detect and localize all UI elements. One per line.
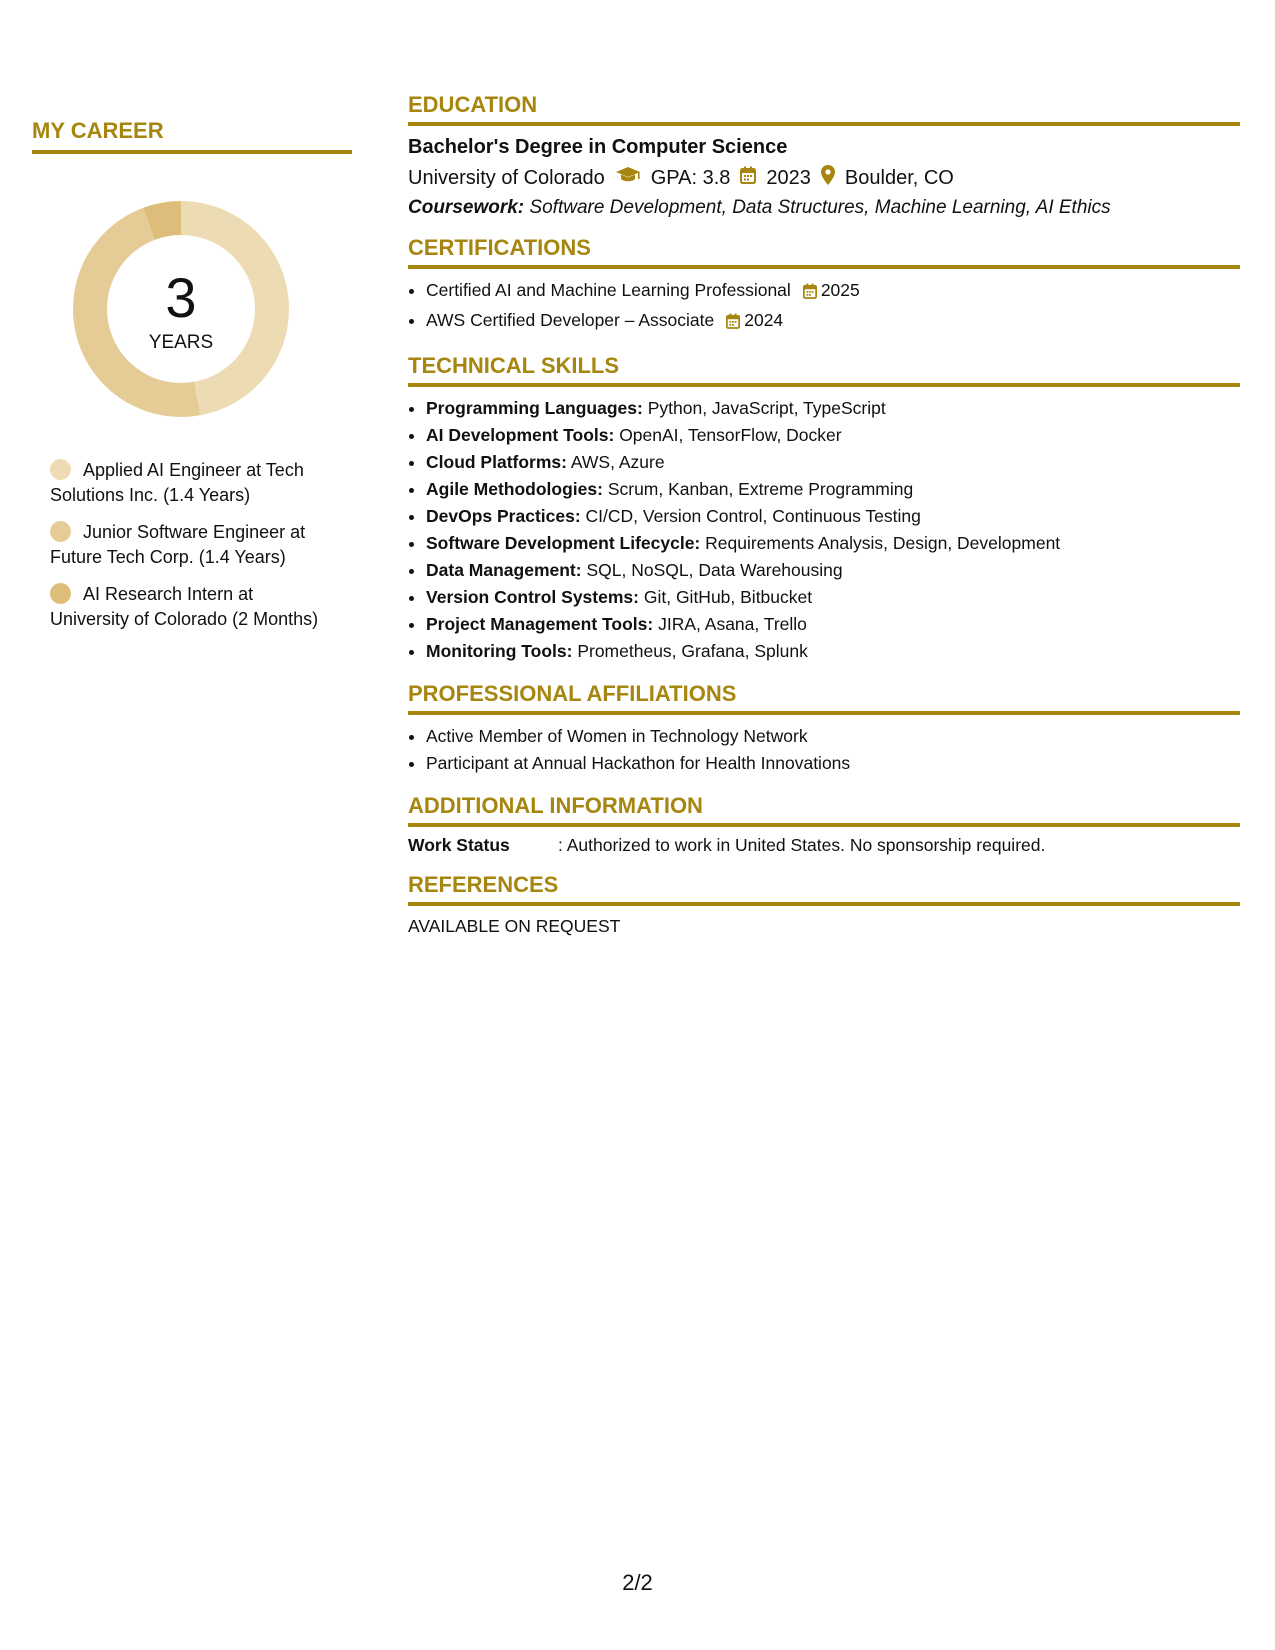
affiliation-item: • Active Member of Women in Technology Network: [426, 723, 1240, 750]
skill-value: Scrum, Kanban, Extreme Programming: [607, 479, 914, 499]
career-sidebar: [32, 118, 352, 644]
legend-item: [50, 520, 330, 570]
legend-dot-icon: [50, 459, 71, 480]
skill-label: Software Development Lifecycle:: [426, 533, 701, 553]
skill-item: [426, 395, 1240, 422]
page-number: 2/2: [622, 1570, 653, 1595]
skill-label: Version Control Systems:: [426, 587, 639, 607]
total-years-number: 3: [165, 266, 197, 329]
skill-label: Data Management:: [426, 560, 582, 580]
skill-label: DevOps Practices:: [426, 506, 581, 526]
calendar-icon: [740, 166, 756, 190]
affiliations-section: [408, 681, 1240, 777]
skill-item: [426, 530, 1240, 557]
skill-item: [426, 557, 1240, 584]
skill-value: CI/CD, Version Control, Continuous Testing: [585, 506, 921, 526]
references-section: [408, 872, 1240, 937]
career-donut-chart: [66, 194, 296, 424]
affiliations-list: [408, 723, 1240, 777]
certifications-list: [408, 277, 1240, 337]
coursework: [408, 197, 1240, 219]
skill-value: Git, GitHub, Bitbucket: [643, 587, 813, 607]
career-title: MY CAREER: [32, 118, 352, 154]
main-content: [408, 92, 1240, 953]
coursework-label: Coursework:: [408, 197, 525, 218]
certifications-section: [408, 235, 1240, 337]
certification-year: 2024: [744, 310, 784, 330]
skills-title: TECHNICAL SKILLS: [408, 353, 1240, 387]
education-title: EDUCATION: [408, 92, 1240, 126]
graduation-cap-icon: [615, 166, 641, 190]
education-section: [408, 92, 1240, 219]
skills-list: [408, 395, 1240, 665]
career-legend: [50, 458, 330, 632]
skill-value: OpenAI, TensorFlow, Docker: [619, 425, 842, 445]
legend-label: Applied AI Engineer at Tech Solutions Inc. (1.4 Years): [50, 460, 304, 505]
affiliations-title: PROFESSIONAL AFFILIATIONS: [408, 681, 1240, 715]
skill-value: Python, JavaScript, TypeScript: [647, 398, 886, 418]
skill-item: [426, 611, 1240, 638]
legend-label: AI Research Intern at University of Colorado (2 Months): [50, 584, 319, 629]
legend-label: Junior Software Engineer at Future Tech Corp. (1.4 Years): [50, 522, 306, 567]
skill-value: JIRA, Asana, Trello: [658, 614, 807, 634]
certification-item: [426, 277, 1240, 307]
legend-item: [50, 582, 330, 632]
school-name: University of Colorado: [408, 166, 605, 189]
skill-item: [426, 638, 1240, 665]
certification-year: 2025: [820, 280, 860, 300]
skill-value: Prometheus, Grafana, Splunk: [577, 641, 808, 661]
donut-center: [66, 194, 296, 424]
references-title: REFERENCES: [408, 872, 1240, 906]
skill-label: Monitoring Tools:: [426, 641, 573, 661]
skill-item: [426, 584, 1240, 611]
coursework-list: Software Development, Data Structures, Machine Learning, AI Ethics: [529, 197, 1111, 218]
skill-label: AI Development Tools:: [426, 425, 615, 445]
skill-value: SQL, NoSQL, Data Warehousing: [586, 560, 843, 580]
skill-label: Programming Languages:: [426, 398, 643, 418]
calendar-icon: [803, 280, 817, 307]
skill-value: AWS, Azure: [570, 452, 665, 472]
work-status-row: [408, 835, 1240, 856]
additional-section: [408, 793, 1240, 856]
work-status-label: Work Status: [408, 835, 510, 855]
legend-dot-icon: [50, 521, 71, 542]
skill-item: [426, 503, 1240, 530]
skill-label: Project Management Tools:: [426, 614, 654, 634]
skill-item: [426, 449, 1240, 476]
map-pin-icon: [821, 165, 835, 191]
affiliation-item: • Participant at Annual Hackathon for Health Innovations: [426, 750, 1240, 777]
skill-item: [426, 476, 1240, 503]
skill-item: [426, 422, 1240, 449]
calendar-icon: [726, 310, 740, 337]
references-text: AVAILABLE ON REQUEST: [408, 916, 621, 936]
skill-label: Cloud Platforms:: [426, 452, 567, 472]
total-years-unit: YEARS: [148, 332, 214, 353]
certification-item: [426, 307, 1240, 337]
skills-section: [408, 353, 1240, 665]
location: Boulder, CO: [844, 166, 954, 189]
certification-name: AWS Certified Developer – Associate: [426, 310, 715, 330]
skill-label: Agile Methodologies:: [426, 479, 603, 499]
certification-name: Certified AI and Machine Learning Professional: [426, 280, 791, 300]
legend-dot-icon: [50, 583, 71, 604]
additional-title: ADDITIONAL INFORMATION: [408, 793, 1240, 827]
certifications-title: CERTIFICATIONS: [408, 235, 1240, 269]
skill-value: Requirements Analysis, Design, Development: [705, 533, 1061, 553]
gpa: GPA: 3.8: [650, 166, 731, 189]
legend-item: [50, 458, 330, 508]
graduation-year: 2023: [766, 166, 811, 189]
education-details: [408, 165, 1240, 191]
degree-name: Bachelor's Degree in Computer Science: [408, 136, 788, 158]
work-status-value: : Authorized to work in United States. No sponsorship required.: [558, 835, 1046, 855]
